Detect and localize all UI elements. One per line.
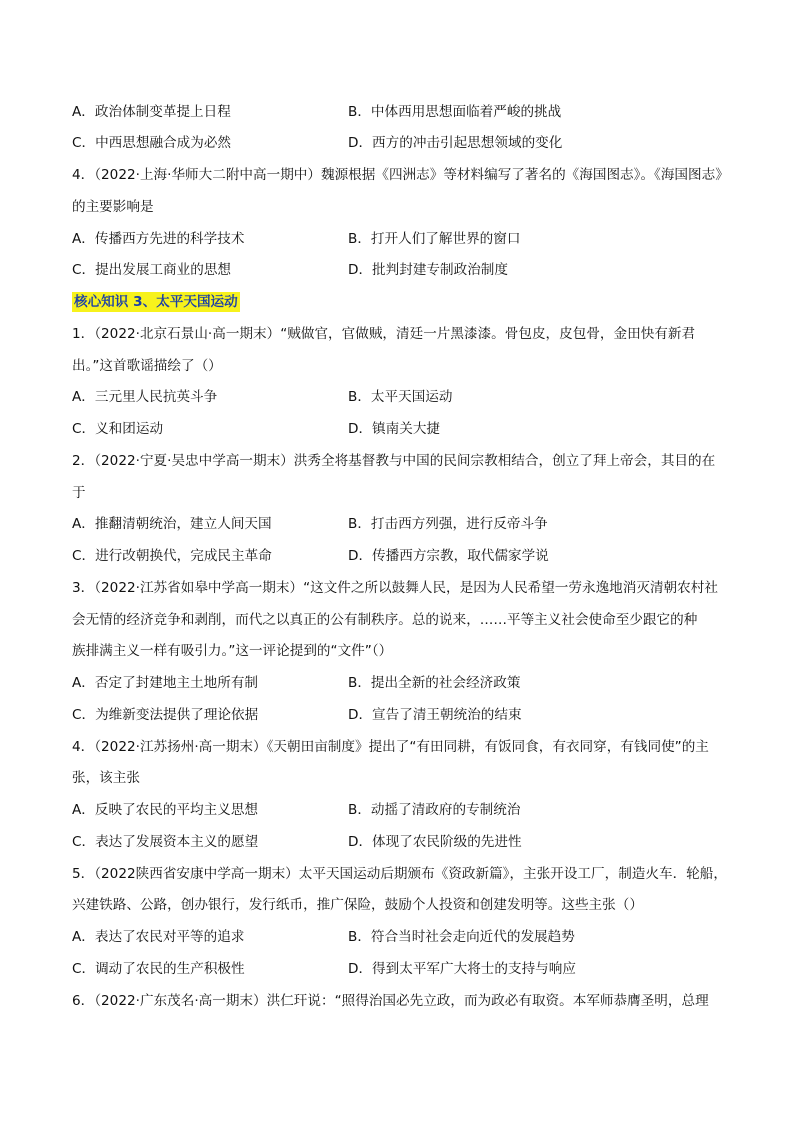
option-left: C．中西思想融合成为必然 — [72, 135, 232, 151]
option-left: C．表达了发展资本主义的愿望 — [72, 834, 259, 850]
option-right: D．镇南关大捷 — [348, 421, 441, 437]
option-right: D．体现了农民阶级的先进性 — [348, 834, 522, 850]
option-left: C．调动了农民的生产积极性 — [72, 961, 245, 977]
question-text-line: 4．（2022·江苏扬州·高一期末）《天朝田亩制度》提出了“有田同耕，有饭同食，有衣同穿，有钱同使”的主 — [72, 739, 709, 755]
option-left: C．进行改朝换代，完成民主革命 — [72, 548, 272, 564]
question-text-line: 出。”这首歌谣描绘了（） — [72, 358, 222, 374]
option-left: C．提出发展工商业的思想 — [72, 262, 232, 278]
option-left: A．表达了农民对平等的追求 — [72, 929, 245, 945]
question-text-line: 会无情的经济竞争和剥削，而代之以真正的公有制秩序。总的说来，……平等主义社会使命至少跟它的种 — [72, 612, 698, 628]
option-left: A．推翻清朝统治，建立人间天国 — [72, 516, 272, 532]
question-text-line: 兴建铁路、公路，创办银行，发行纸币，推广保险，鼓励个人投资和创建发明等。这些主张（） — [72, 897, 643, 913]
option-right: D．西方的冲击引起思想领域的变化 — [348, 135, 563, 151]
question-text-line: 2．（2022·宁夏·吴忠中学高一期末）洪秀全将基督教与中国的民间宗教相结合，创立了拜上帝会，其目的在 — [72, 453, 716, 469]
option-right: D．宣告了清王朝统治的结束 — [348, 707, 522, 723]
question-text-line: 6．（2022·广东茂名·高一期末）洪仁玕说：“照得治国必先立政，而为政必有取资。本军师恭膺圣明，总理 — [72, 993, 709, 1009]
option-left: C．义和团运动 — [72, 421, 164, 437]
option-left: A．反映了农民的平均主义思想 — [72, 802, 259, 818]
question-text-line: 于 — [72, 485, 86, 501]
section-heading: 核心知识 3、太平天国运动 — [74, 294, 238, 310]
option-right: B．动摇了清政府的专制统治 — [348, 802, 521, 818]
question-text-line: 4．（2022·上海·华师大二附中高一期中）魏源根据《四洲志》等材料编写了著名的《海国图志》。《海国图志》 — [72, 167, 729, 183]
option-right: D．得到太平军广大将士的支持与响应 — [348, 961, 576, 977]
question-text-line: 的主要影响是 — [72, 199, 154, 215]
option-right: D．批判封建专制政治制度 — [348, 262, 508, 278]
option-right: D．传播西方宗教，取代儒家学说 — [348, 548, 549, 564]
option-right: B．提出全新的社会经济政策 — [348, 675, 521, 691]
option-right: B．打开人们了解世界的窗口 — [348, 231, 521, 247]
option-right: B．太平天国运动 — [348, 389, 453, 405]
question-text-line: 族排满主义一样有吸引力。”这一评论提到的“文件”（） — [72, 643, 393, 659]
option-right: B．符合当时社会走向近代的发展趋势 — [348, 929, 575, 945]
option-right: B．打击西方列强，进行反帝斗争 — [348, 516, 548, 532]
option-right: B．中体西用思想面临着严峻的挑战 — [348, 104, 562, 120]
question-text-line: 1．（2022·北京石景山·高一期末）“贼做官，官做贼，清廷一片黑漆漆。骨包皮，皮包骨，金田快有新君 — [72, 326, 696, 342]
option-left: C．为维新变法提供了理论依据 — [72, 707, 259, 723]
option-left: A．政治体制变革提上日程 — [72, 104, 231, 120]
question-text-line: 5．（2022陕西省安康中学高一期末）太平天国运动后期颁布《资政新篇》，主张开设工厂，制造火车．轮船， — [72, 866, 727, 882]
question-text-line: 3．（2022·江苏省如皋中学高一期末）“这文件之所以鼓舞人民，是因为人民希望一劳永逸地消灭清朝农村社 — [72, 580, 718, 596]
question-text-line: 张，该主张 — [72, 770, 140, 786]
option-left: A．传播西方先进的科学技术 — [72, 231, 245, 247]
option-left: A．三元里人民抗英斗争 — [72, 389, 218, 405]
option-left: A．否定了封建地主土地所有制 — [72, 675, 259, 691]
